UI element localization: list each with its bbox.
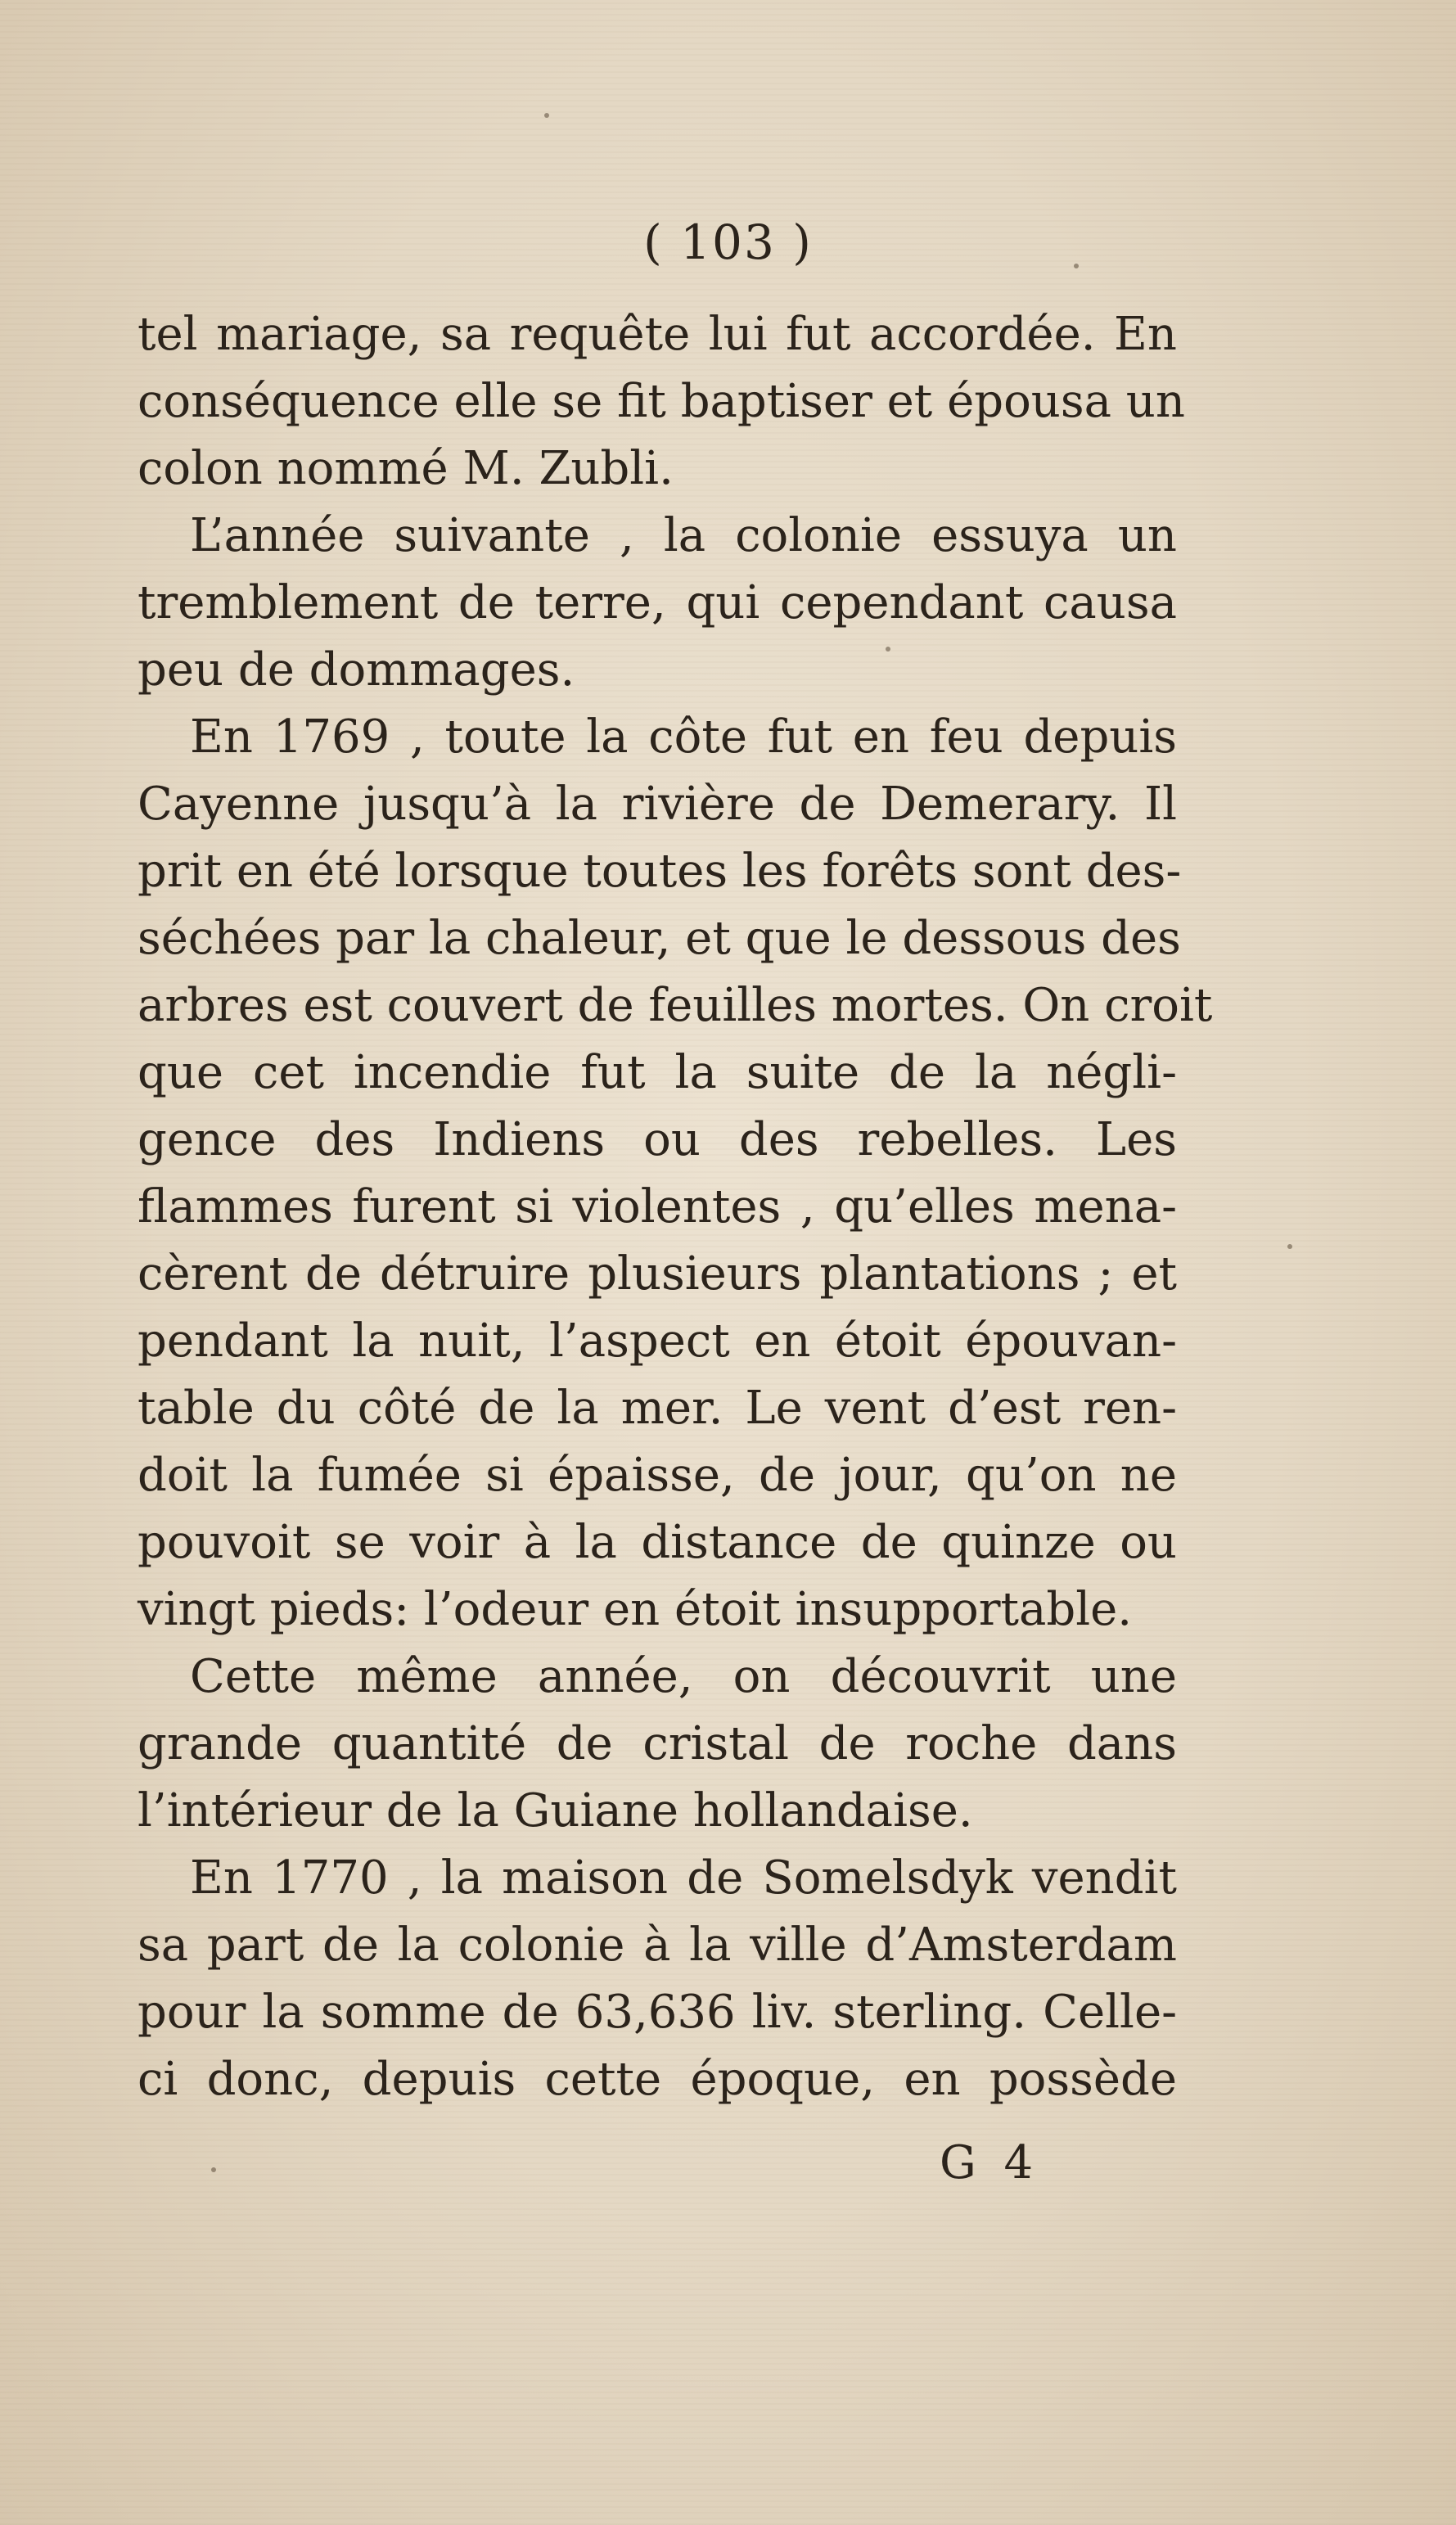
- text-line: ci donc, depuis cette époque, en possède: [137, 2053, 1177, 2106]
- text-line: En 1770 , la maison de Somelsdyk vendit: [190, 1851, 1177, 1905]
- paper-speck: [1287, 1244, 1292, 1249]
- text-line: gence des Indiens ou des rebelles. Les: [137, 1113, 1177, 1166]
- text-line: tremblement de terre, qui cependant causa: [137, 576, 1177, 629]
- text-line: Cayenne jusqu’à la rivière de Demerary. Il: [137, 778, 1177, 831]
- text-line: cèrent de détruire plusieurs plantations ; et: [137, 1247, 1177, 1301]
- text-line: table du côté de la mer. Le vent d’est ren-: [137, 1382, 1177, 1435]
- text-line: conséquence elle se fit baptiser et épousa un: [137, 375, 1185, 428]
- text-line: pouvoit se voir à la distance de quinze ou: [137, 1516, 1177, 1569]
- text-line: flammes furent si violentes , qu’elles mena-: [137, 1180, 1177, 1233]
- paper-speck: [211, 2167, 216, 2172]
- text-line: tel mariage, sa requête lui fut accordée. En: [137, 308, 1177, 361]
- paper-speck: [544, 113, 549, 118]
- text-line: grande quantité de cristal de roche dans: [137, 1717, 1177, 1770]
- text-line: peu de dommages.: [137, 643, 575, 697]
- signature-mark: G 4: [940, 2136, 1040, 2189]
- text-line: que cet incendie fut la suite de la négli-: [137, 1046, 1177, 1099]
- text-line: sa part de la colonie à la ville d’Amsterdam: [137, 1919, 1177, 1972]
- text-line: arbres est couvert de feuilles mortes. On croit: [137, 979, 1213, 1032]
- text-line: séchées par la chaleur, et que le dessous des: [137, 912, 1181, 965]
- text-line: pendant la nuit, l’aspect en étoit épouvan-: [137, 1314, 1177, 1368]
- text-line: En 1769 , toute la côte fut en feu depuis: [190, 710, 1177, 764]
- paper-speck: [1074, 264, 1079, 268]
- body-text: [137, 301, 1213, 2113]
- page-number-header: ( 103 ): [643, 214, 813, 270]
- text-line: colon nommé M. Zubli.: [137, 442, 674, 495]
- text-line: doit la fumée si épaisse, de jour, qu’on ne: [137, 1449, 1177, 1502]
- paper-speck: [886, 647, 890, 652]
- text-line: prit en été lorsque toutes les forêts sont des-: [137, 845, 1182, 898]
- text-line: L’année suivante , la colonie essuya un: [190, 509, 1177, 562]
- text-line: vingt pieds: l’odeur en étoit insupportable.: [137, 1583, 1133, 1636]
- text-line: pour la somme de 63,636 liv. sterling. Celle-: [137, 1986, 1177, 2039]
- text-line: l’intérieur de la Guiane hollandaise.: [137, 1784, 973, 1837]
- text-line: Cette même année, on découvrit une: [190, 1650, 1177, 1703]
